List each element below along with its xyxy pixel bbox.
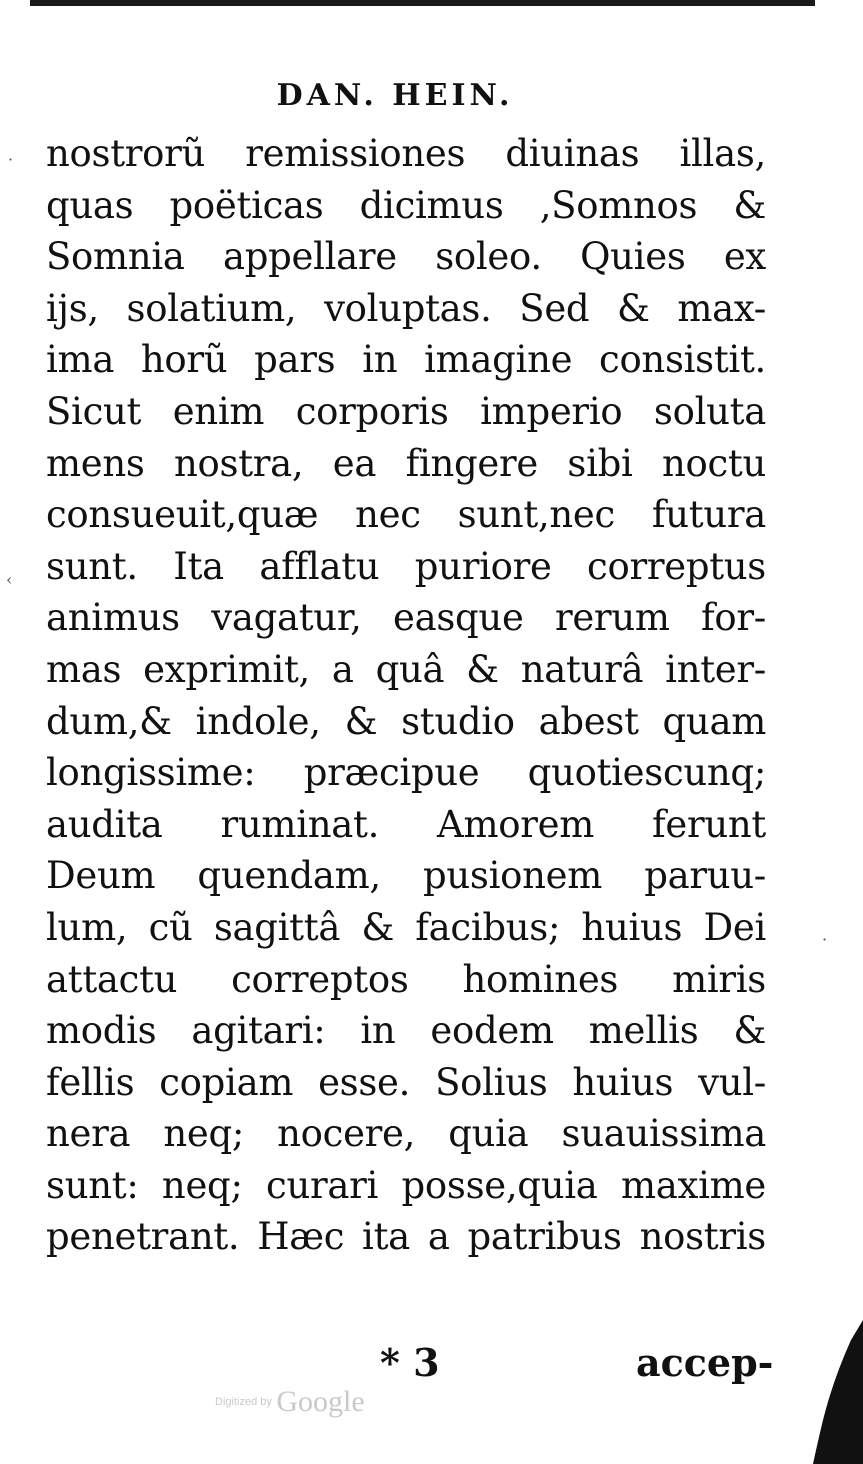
- text-line: animus vagatur, easque rerum for-: [46, 596, 766, 640]
- digitization-watermark: [215, 1385, 365, 1419]
- text-line: mens nostra, ea fingere sibi noctu: [46, 441, 766, 485]
- text-line: ima horũ pars in imagine consistit.: [46, 338, 766, 382]
- top-border-rule: [30, 0, 815, 6]
- text-line: sunt. Ita afflatu puriore correptus: [46, 544, 766, 588]
- text-line: nostrorũ remissiones diuinas illas,: [46, 132, 766, 175]
- margin-speck: ‹: [6, 570, 13, 589]
- text-line: ijs, solatium, voluptas. Sed & max-: [46, 286, 766, 330]
- page-footer: [0, 1340, 863, 1400]
- text-line: penetrant. Hæc ita a patribus nostris: [46, 1215, 766, 1259]
- signature-mark: * 3: [380, 1340, 440, 1385]
- text-line: Deum quendam, pusionem paruu-: [46, 854, 766, 898]
- text-line: lum, cũ sagittâ & facibus; huius Dei: [46, 905, 766, 949]
- text-line: mas exprimit, a quâ & naturâ inter-: [46, 647, 766, 691]
- page-edge-shadow: [793, 1320, 863, 1464]
- catchword: accep-: [636, 1340, 774, 1385]
- text-line: Sicut enim corporis imperio soluta: [46, 389, 766, 433]
- text-line: attactu correptos homines miris: [46, 957, 766, 1001]
- watermark-brand: Google: [276, 1385, 365, 1418]
- text-line: fellis copiam esse. Solius huius vul-: [46, 1060, 766, 1104]
- watermark-prefix: Digitized by: [215, 1396, 272, 1408]
- text-line: nera neq; nocere, quia suauissima: [46, 1112, 766, 1156]
- margin-speck: ·: [8, 150, 14, 169]
- text-line: Somnia appellare soleo. Quies ex: [46, 235, 766, 279]
- body-text: [46, 128, 766, 1263]
- text-line: consueuit,quæ nec sunt,nec futura: [46, 493, 766, 537]
- text-line: modis agitari: in eodem mellis &: [46, 1009, 766, 1053]
- margin-speck: ·: [822, 930, 828, 949]
- text-line: sunt: neq; curari posse,quia maxime: [46, 1163, 766, 1207]
- text-line: dum,& indole, & studio abest quam: [46, 699, 766, 743]
- text-line: longissime: præcipue quotiescunq;: [46, 751, 766, 795]
- text-line: quas poëticas dicimus ,Somnos &: [46, 183, 766, 227]
- running-head: DAN. HEIN.: [276, 78, 514, 113]
- text-line: audita ruminat. Amorem ferunt: [46, 802, 766, 846]
